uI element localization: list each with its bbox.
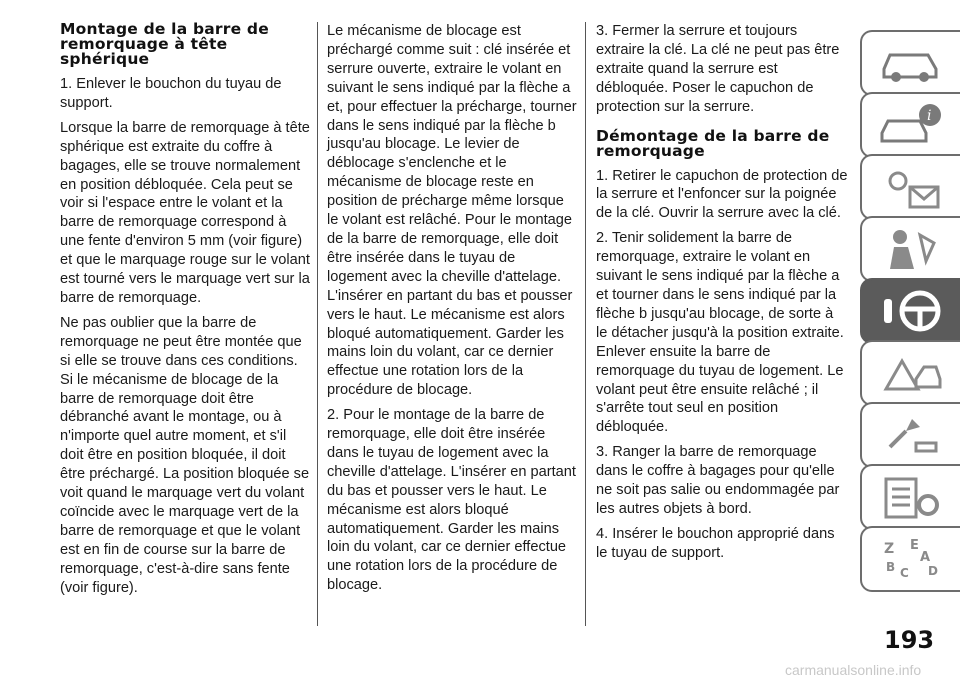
index-icon (876, 535, 946, 583)
svg-text:B: B (886, 560, 896, 574)
paragraph: 4. Insérer le bouchon approprié dans le tuyau de support. (596, 525, 835, 561)
paragraph: Le mécanisme de blocage est préchargé comme suit : clé insérée et serrure ouverte, extraire le volant en suivant le sens indiqué par la flèche a et, pour effectuer la précharge, tourner dans le sens indiqué par la flèche b jusqu'au blocage. Le levier de déblocage s'enclenche et le mécanisme de blocage reste en position de précharge même lorsque le volant est relâché. Pour le montage de la barre de remorquage, elle doit être insérée dans le tuyau de logement avec la cheville d'attelage. L'insérer en partant du bas et pousser vers le haut. Le mécanisme est alors bloqué automatiquement. Garder les mains loin du volant, car ce dernier effectue une rotation lors de la procédure de blocage. (327, 23, 577, 399)
svg-text:E: E (910, 538, 919, 553)
maintenance-icon (876, 411, 946, 459)
safety-airbag-icon (876, 225, 946, 273)
warning-lights-messages-icon (876, 163, 946, 211)
paragraph: 3. Ranger la barre de remorquage dans le coffre à bagages pour qu'elle ne soit pas salie ou endommagée par les autres objets à bord. (596, 444, 840, 517)
svg-text:D: D (928, 564, 938, 578)
paragraph: 2. Pour le montage de la barre de remorquage, elle doit être insérée dans le tuyau de logement avec la cheville d'attelage. L'insérer en partant du bas et pousser vers le haut. Le mécanisme est alors bloqué automatiquement. Garder les mains loin du volant, car ce dernier effectue une rotation lors de la procédure de blocage. (327, 407, 576, 594)
tab-car-knowing[interactable] (860, 30, 960, 96)
svg-text:Z: Z (884, 541, 895, 557)
watermark: carmanualsonline.info (785, 662, 922, 678)
tab-safety[interactable] (860, 216, 960, 282)
car-knowing-icon (876, 39, 946, 87)
svg-text:C: C (900, 566, 909, 580)
left-column (60, 22, 310, 603)
tab-starting-driving[interactable] (860, 278, 960, 344)
right-column (596, 22, 848, 569)
page-number: 193 (884, 626, 935, 654)
tab-warnings[interactable] (860, 154, 960, 220)
section-heading-montage: Montage de la barre de remorquage à tête sphérique (60, 20, 269, 68)
tab-index[interactable] (860, 526, 960, 592)
tab-maintenance[interactable] (860, 402, 960, 468)
svg-text:A: A (920, 550, 931, 565)
section-heading-demontage: Démontage de la barre de remorquage (596, 126, 830, 160)
paragraph: 1. Retirer le capuchon de protection de la serrure et l'enfoncer sur la poignée de la clé. Ouvrir la serrure avec la clé. (596, 167, 848, 222)
starting-driving-icon (876, 287, 946, 335)
middle-column (327, 22, 579, 601)
paragraph: Lorsque la barre de remorquage à tête sphérique est extraite du coffre à bagages, elle se trouve normalement en position débloquée. Cela peut se voir si l'espace entre le volant et la barre de remorquage correspond à une fente d'environ 5 mm (voir figure) et que le marquage rouge sur le volant est tourné vers le marquage vert sur la barre de remorquage. (60, 119, 310, 306)
car-info-icon (876, 101, 946, 149)
emergency-icon (876, 349, 946, 397)
paragraph: Ne pas oublier que la barre de remorquage ne peut être montée que si elle se trouve dans ces conditions. Si le mécanisme de blocage de la barre de remorquage doit être débranché avant le montage, ou à n'importe quel autre moment, et s'il doit être en position bloquée, il doit être préchargé. La position bloquée se voit quand le marquage vert du volant coïncide avec le marquage vert de la barre de remorquage et que le volant est en fin de course sur la barre de remorquage, c'est-à-dire sans fente (voir figure). (60, 314, 310, 596)
paragraph: 1. Enlever le bouchon du tuyau de support. (60, 76, 282, 111)
tab-technical-data[interactable] (860, 464, 960, 530)
svg-text:i: i (927, 108, 932, 124)
column-divider (585, 22, 586, 626)
paragraph: 2. Tenir solidement la barre de remorquage, extraire le volant en suivant le sens indiqué par la flèche a et tourner dans le sens indiqué par la flèche b jusqu'au blocage, de sorte à le détacher jusqu'à la position extraite. Enlever ensuite la barre de remorquage du tuyau de logement. Le volant peut être ensuite relâché ; il s'arrête tout seul en position débloquée. (596, 230, 844, 436)
tab-emergency[interactable] (860, 340, 960, 406)
paragraph: 3. Fermer la serrure et toujours extraire la clé. La clé ne peut pas être extraite quand la serrure est débloquée. Poser le capuchon de protection sur la serrure. (596, 23, 840, 115)
tab-car-info[interactable] (860, 92, 960, 158)
technical-data-icon (876, 473, 946, 521)
column-divider (317, 22, 318, 626)
